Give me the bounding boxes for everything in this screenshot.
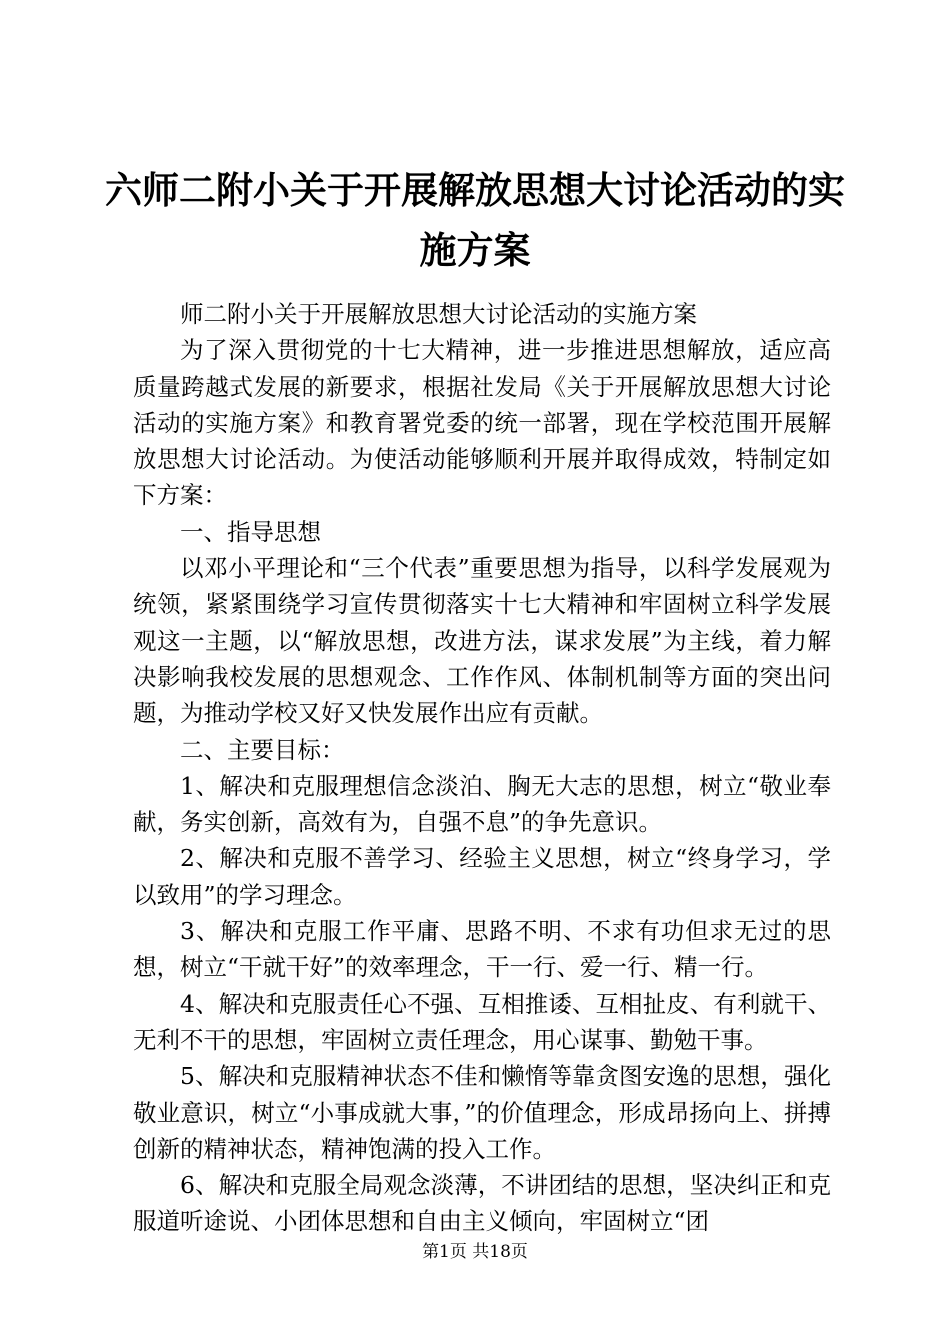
page-footer: 第1页 共18页 xyxy=(422,1242,528,1262)
list-item: 5、解决和克服精神状态不佳和懒惰等靠贪图安逸的思想，强化敬业意识，树立“小事成就大事，”的价值理念，形成昂扬向上、拼搏创新的精神状态，精神饱满的投入工作。 xyxy=(133,1062,831,1163)
body-paragraph: 为了深入贯彻党的十七大精神，进一步推进思想解放，适应高质量跨越式发展的新要求，根据社发局《关于开展解放思想大讨论活动的实施方案》和教育署党委的统一部署，现在学校范围开展解放思想大讨论活动。为使活动能够顺利开展并取得成效，特制定如下方案： xyxy=(133,336,831,510)
body-paragraph: 以邓小平理论和“三个代表”重要思想为指导，以科学发展观为统领，紧紧围绕学习宣传贯彻落实十七大精神和牢固树立科学发展观这一主题，以“解放思想，改进方法，谋求发展”为主线，着力解决影响我校发展的思想观念、工作作风、体制机制等方面的突出问题，为推动学校又好又快发展作出应有贡献。 xyxy=(133,554,831,728)
list-item: 4、解决和克服责任心不强、互相推诿、互相扯皮、有利就干、无利不干的思想，牢固树立责任理念，用心谋事、勤勉干事。 xyxy=(133,989,831,1054)
body-paragraph: 师二附小关于开展解放思想大讨论活动的实施方案 xyxy=(180,300,697,328)
section-heading: 二、主要目标： xyxy=(180,735,345,764)
list-item: 3、解决和克服工作平庸、思路不明、不求有功但求无过的思想，树立“干就干好”的效率理念，干一行、爱一行、精一行。 xyxy=(133,917,831,982)
list-item: 6、解决和克服全局观念淡薄，不讲团结的思想，坚决纠正和克服道听途说、小团体思想和自由主义倾向，牢固树立“团 xyxy=(133,1171,831,1236)
document-body xyxy=(133,296,831,1240)
list-item: 1、解决和克服理想信念淡泊、胸无大志的思想，树立“敬业奉献，务实创新，高效有为，自强不息”的争先意识。 xyxy=(133,771,831,837)
list-item: 2、解决和克服不善学习、经验主义思想，树立“终身学习，学以致用”的学习理念。 xyxy=(133,844,831,909)
section-heading: 一、指导思想 xyxy=(180,517,321,546)
document-title: 六师二附小关于开展解放思想大讨论活动的实施方案 xyxy=(105,168,845,272)
